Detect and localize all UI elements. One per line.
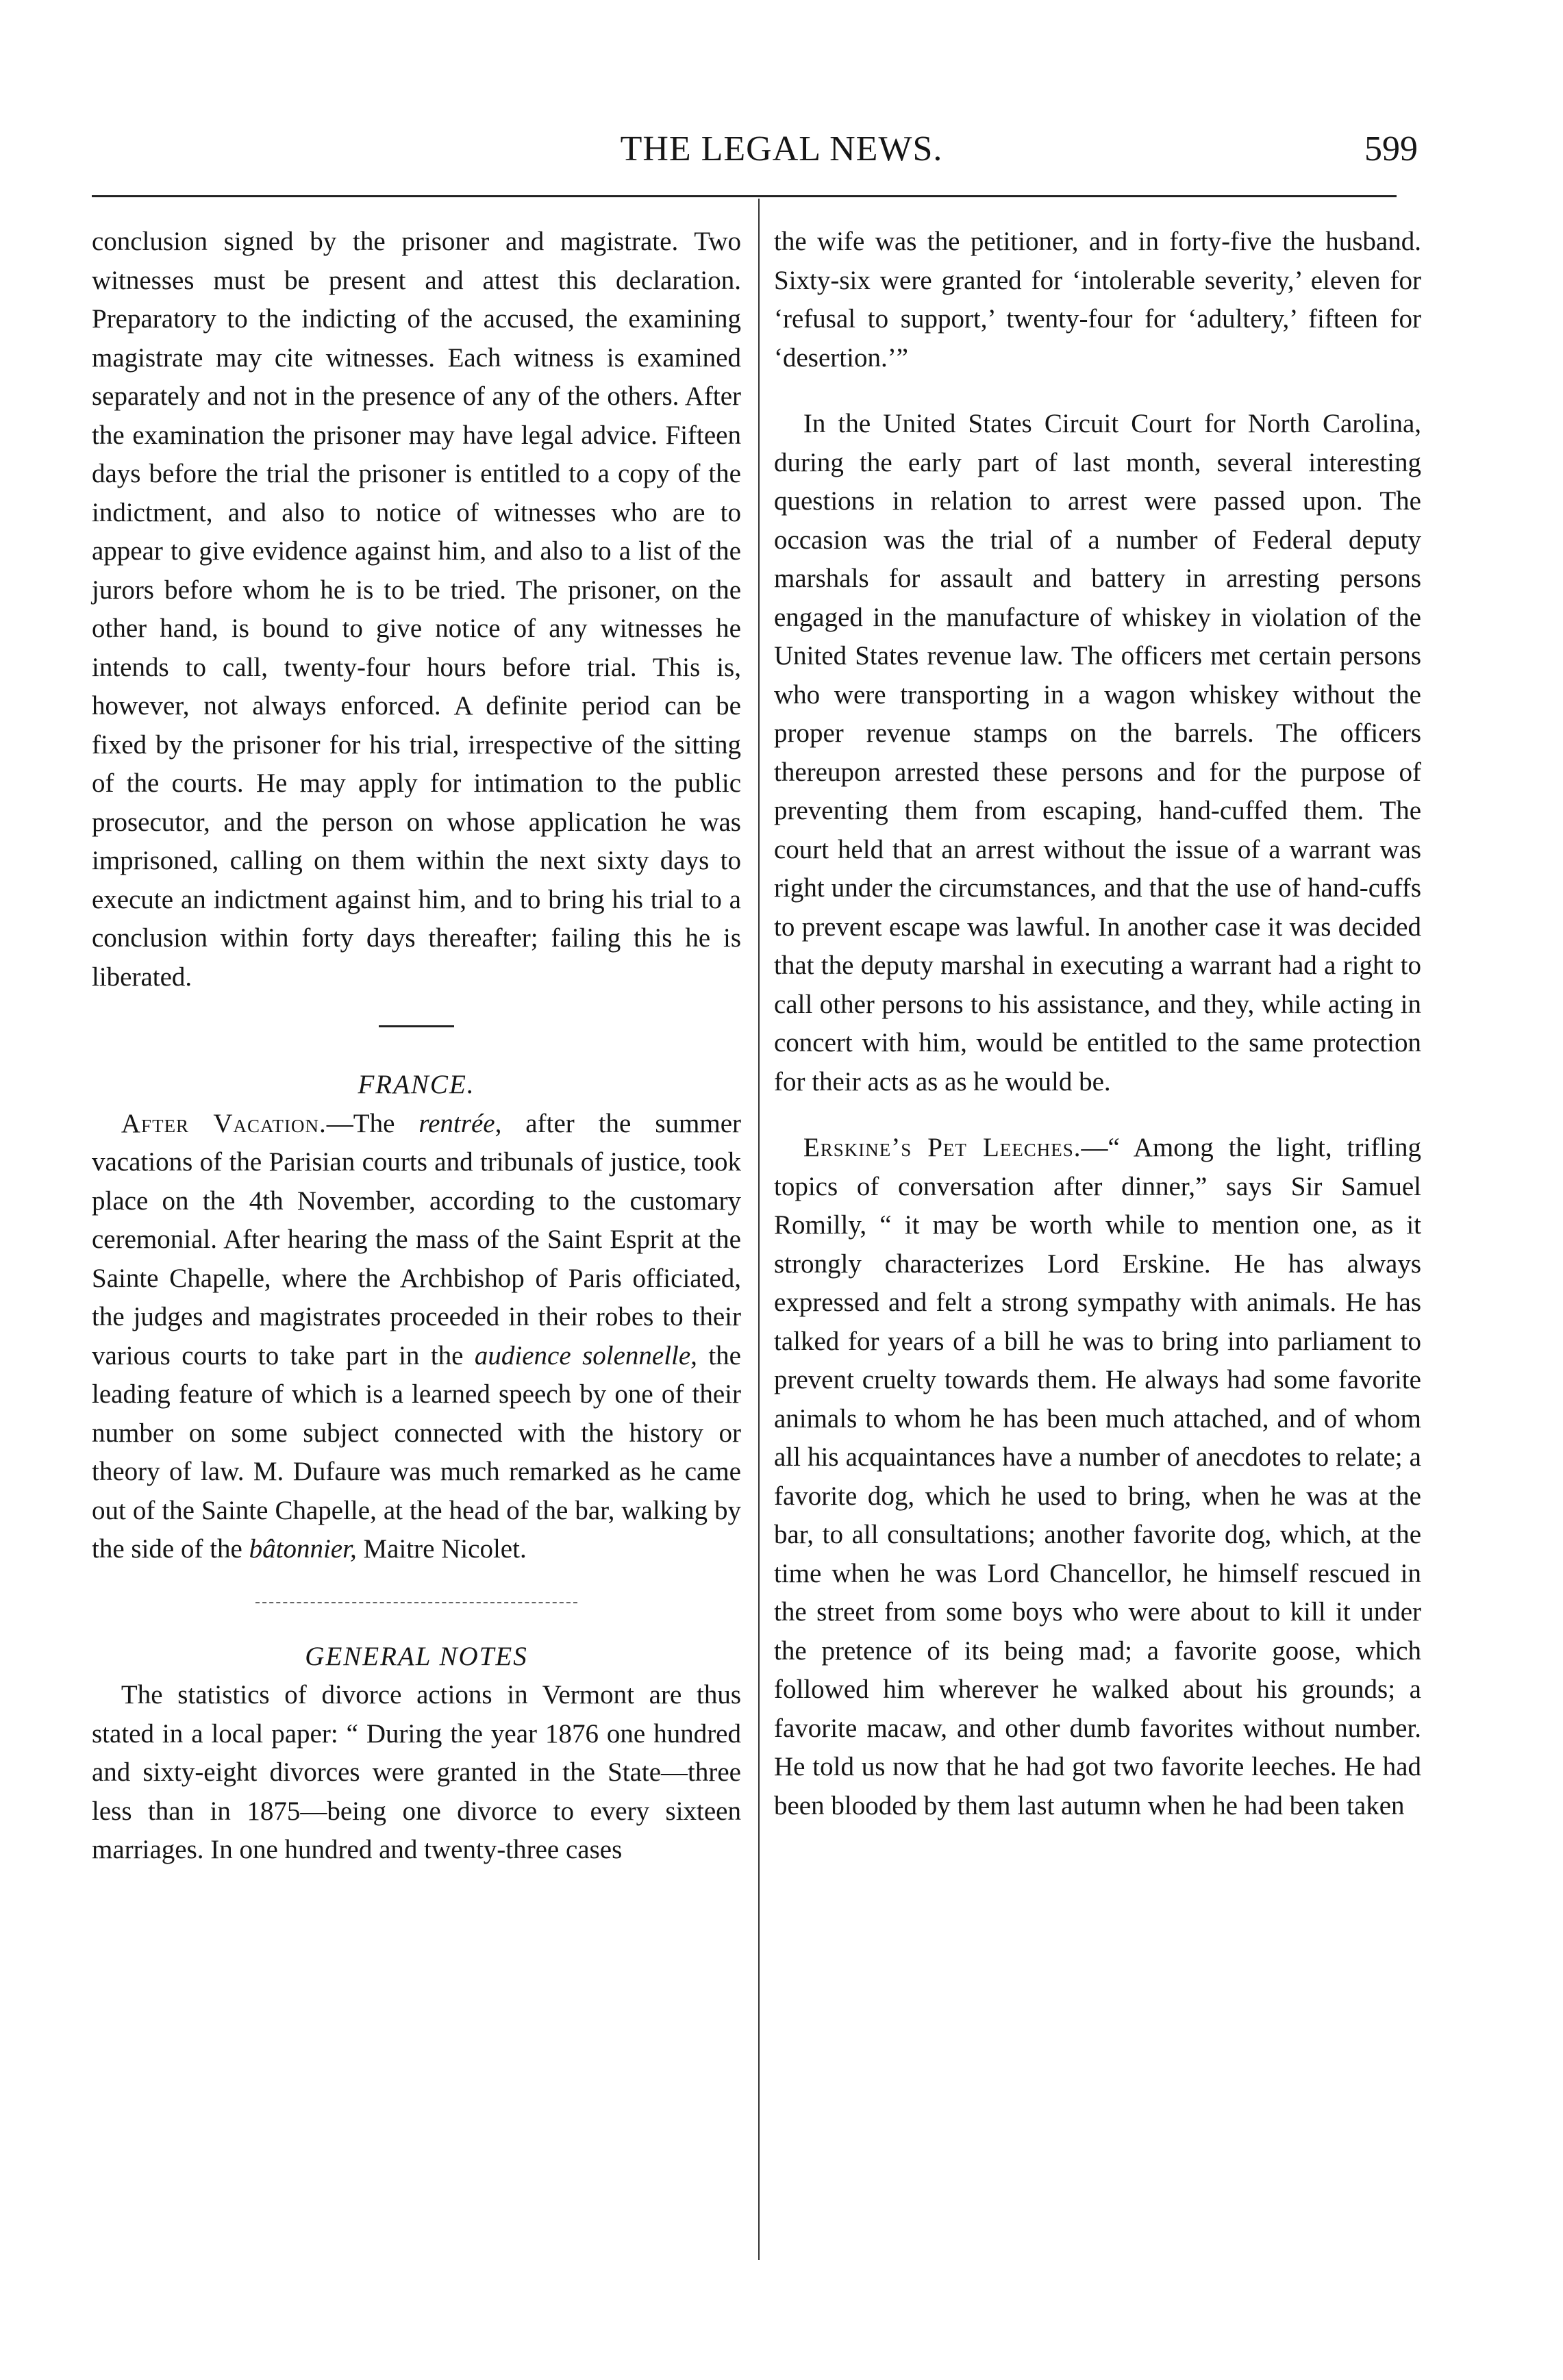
france-italic-3: bâtonnier,	[249, 1534, 357, 1564]
section-divider	[379, 1025, 454, 1027]
france-heading: FRANCE.	[358, 1070, 475, 1099]
page-number: 599	[1364, 129, 1418, 168]
section-divider	[255, 1602, 577, 1603]
right-paragraph-1: the wife was the petitioner, and in forty-five the husband. Sixty-six were granted for ‘intolerable severity,’ eleven for ‘refusal to support,’ twenty-four for ‘adultery,’ fifteen for ‘desertion.’”	[774, 227, 1421, 373]
erskine-text: —“ Among the light, trifling topics of conversation after dinner,” says Sir Samuel Romilly, “ it may be worth while to mention one, as it strongly characterizes Lord Erskine. He has always expressed and felt a strong sympathy with animals. He has talked for years of a bill he was to bring into parliament to prevent cruelty towards them. He always had some favorite animals to whom he has been much attached, and of whom all his acquaintances have a number of anecdotes to relate; a favorite dog, which he used to bring, when he was at the bar, to all consultations; another favorite dog, which, at the time when he was Lord Chancellor, he himself rescued in the street from some boys who were about to kill it under the pretence of its being mad; a favorite goose, which followed him wherever he walked about his grounds; a favorite macaw, and other dumb favorites without number. He told us now that he had got two favorite leeches. He had been blooded by them last autumn when he had been taken	[774, 1133, 1421, 1820]
france-lead: After Vacation.	[121, 1108, 327, 1138]
right-column	[774, 223, 1421, 1825]
header-rule	[92, 195, 1397, 197]
page-header	[0, 129, 1563, 177]
erskine-paragraph	[774, 1129, 1421, 1825]
france-text-2: after the summer vacations of the Parisian courts and tribunals of justice, took place on the 4th November, according to the customary ceremonial. After hearing the mass of the Saint Esprit at the Sainte Chapelle, where the Archbishop of Paris officiated, the judges and magistrates proceeded in their robes to their various courts to take part in the	[92, 1108, 741, 1370]
france-text-3: the leading feature of which is a learned speech by one of their number on some subject connected with the history or theory of law. M. Dufaure was much remarked as he came out of the Sainte Chapelle, at the head of the bar, walking by the side of the	[92, 1340, 741, 1564]
france-text-4: Maitre Nicolet.	[356, 1534, 527, 1564]
france-italic-2: audience solennelle,	[474, 1340, 697, 1370]
right-paragraph-2: In the United States Circuit Court for North Carolina, during the early part of last month, several interesting questions in relation to arrest were passed upon. The occasion was the trial of a number of Federal deputy marshals for assault and battery in arresting persons engaged in the manufacture of whiskey in violation of the United States revenue law. The officers met certain persons who were transporting in a wagon whiskey without the proper revenue stamps on the barrels. The officers thereupon arrested these persons and for the purpose of preventing them from escaping, hand-cuffed them. The court held that an arrest without the issue of a warrant was right under the circumstances, and that the use of hand-cuffs to prevent escape was lawful. In another case it was decided that the deputy marshal in executing a warrant had a right to call other persons to his assistance, and they, while acting in concert with him, would be entitled to the same protection for their acts as as he would be.	[774, 409, 1421, 1097]
general-notes-heading: GENERAL NOTES	[305, 1641, 528, 1671]
france-paragraph	[92, 1105, 741, 1569]
france-italic-1: rentrée,	[418, 1108, 502, 1138]
left-column	[92, 223, 741, 1870]
left-paragraph-1: conclusion signed by the prisoner and magistrate. Two witnesses must be present and attest this declaration. Preparatory to the indicting of the accused, the examining magistrate may cite witnesses. Each witness is examined separately and not in the presence of any of the others. After the examination the prisoner may have legal advice. Fifteen days before the trial the prisoner is entitled to a copy of the indictment, and also to notice of witnesses who are to appear to give evidence against him, and also to a list of the jurors before whom he is to be tried. The prisoner, on the other hand, is bound to give notice of any witnesses he intends to call, twenty-four hours before trial. This is, however, not always enforced. A definite period can be fixed by the prisoner for his trial, irrespective of the sitting of the courts. He may apply for intimation to the public prosecutor, and the person on whose application he was imprisoned, calling on them within the next sixty days to execute an indictment against him, and to bring his trial to a conclusion within forty days thereafter; failing this he is liberated.	[92, 227, 741, 992]
erskine-lead: Erskine’s Pet Leeches.	[803, 1133, 1081, 1162]
france-text-1: —The	[326, 1108, 419, 1138]
general-notes-paragraph: The statistics of divorce actions in Vermont are thus stated in a local paper: “ During the year 1876 one hundred and sixty-eight divorces were granted in the State—three less than in 1875—being one divorce to every sixteen marriages. In one hundred and twenty-three cases	[92, 1680, 741, 1864]
column-divider	[758, 199, 760, 2260]
running-title: THE LEGAL NEWS.	[620, 129, 943, 168]
